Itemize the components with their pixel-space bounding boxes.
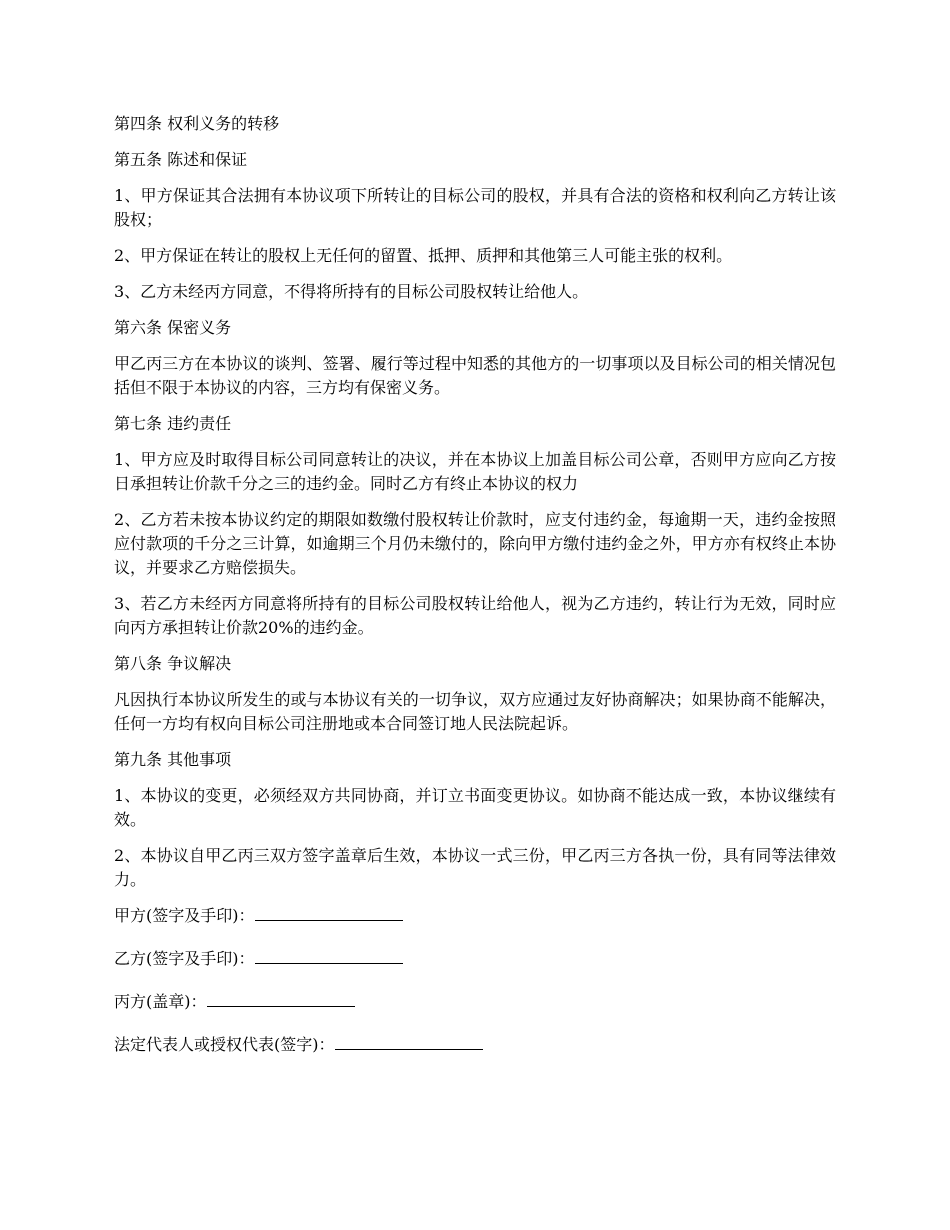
section-7-item-2: 2、乙方若未按本协议约定的期限如数缴付股权转让价款时，应支付违约金，每逾期一天，违约金按照应付款项的千分之三计算，如逾期三个月仍未缴付的，除向甲方缴付违约金之外，甲方亦有权终止本协议，并要求乙方赔偿损失。 [114,510,836,577]
section-5-item-2: 2、甲方保证在转让的股权上无任何的留置、抵押、质押和其他第三人可能主张的权利。 [114,246,733,265]
signature-label-representative: 法定代表人或授权代表(签字)： [114,1035,335,1054]
signature-line-representative [114,1033,836,1057]
section-5-item-3: 3、乙方未经丙方同意，不得将所持有的目标公司股权转让给他人。 [114,282,589,301]
section-7-item-1: 1、甲方应及时取得目标公司同意转让的决议，并在本协议上加盖目标公司公章，否则甲方应向乙方按日承担转让价款千分之三的违约金。同时乙方有终止本协议的权力 [114,450,836,493]
signature-line-party-a [114,904,836,928]
signature-label-party-c: 丙方(盖章)： [114,992,207,1011]
section-9-item-1: 1、本协议的变更，必须经双方共同协商，并订立书面变更协议。如协商不能达成一致，本协议继续有效。 [114,786,836,829]
signature-label-party-a: 甲方(签字及手印)： [114,906,255,925]
section-6-title: 第六条 保密义务 [114,318,232,337]
section-7-item-3: 3、若乙方未经丙方同意将所持有的目标公司股权转让给他人，视为乙方违约，转让行为无效，同时应向丙方承担转让价款20%的违约金。 [114,594,836,637]
signature-line-party-b [114,947,836,971]
document-page [114,112,836,1076]
signature-blank-party-c[interactable] [207,990,355,1007]
section-5-item-1: 1、甲方保证其合法拥有本协议项下所转让的目标公司的股权，并具有合法的资格和权利向乙方转让该股权； [114,186,836,229]
section-5-title: 第五条 陈述和保证 [114,150,248,169]
section-9-item-2: 2、本协议自甲乙丙三双方签字盖章后生效，本协议一式三份，甲乙丙三方各执一份，具有同等法律效力。 [114,846,836,889]
signature-blank-party-b[interactable] [255,947,403,964]
signature-blank-representative[interactable] [335,1033,483,1050]
section-9-title: 第九条 其他事项 [114,750,232,769]
signature-line-party-c [114,990,836,1014]
section-7-title: 第七条 违约责任 [114,414,232,433]
section-8-title: 第八条 争议解决 [114,654,232,673]
signature-label-party-b: 乙方(签字及手印)： [114,949,255,968]
section-6-item-1: 甲乙丙三方在本协议的谈判、签署、履行等过程中知悉的其他方的一切事项以及目标公司的相关情况包括但不限于本协议的内容，三方均有保密义务。 [114,354,836,397]
section-4-title: 第四条 权利义务的转移 [114,114,280,133]
signature-blank-party-a[interactable] [255,904,403,921]
section-8-item-1: 凡因执行本协议所发生的或与本协议有关的一切争议，双方应通过友好协商解决；如果协商不能解决，任何一方均有权向目标公司注册地或本合同签订地人民法院起诉。 [114,690,836,733]
